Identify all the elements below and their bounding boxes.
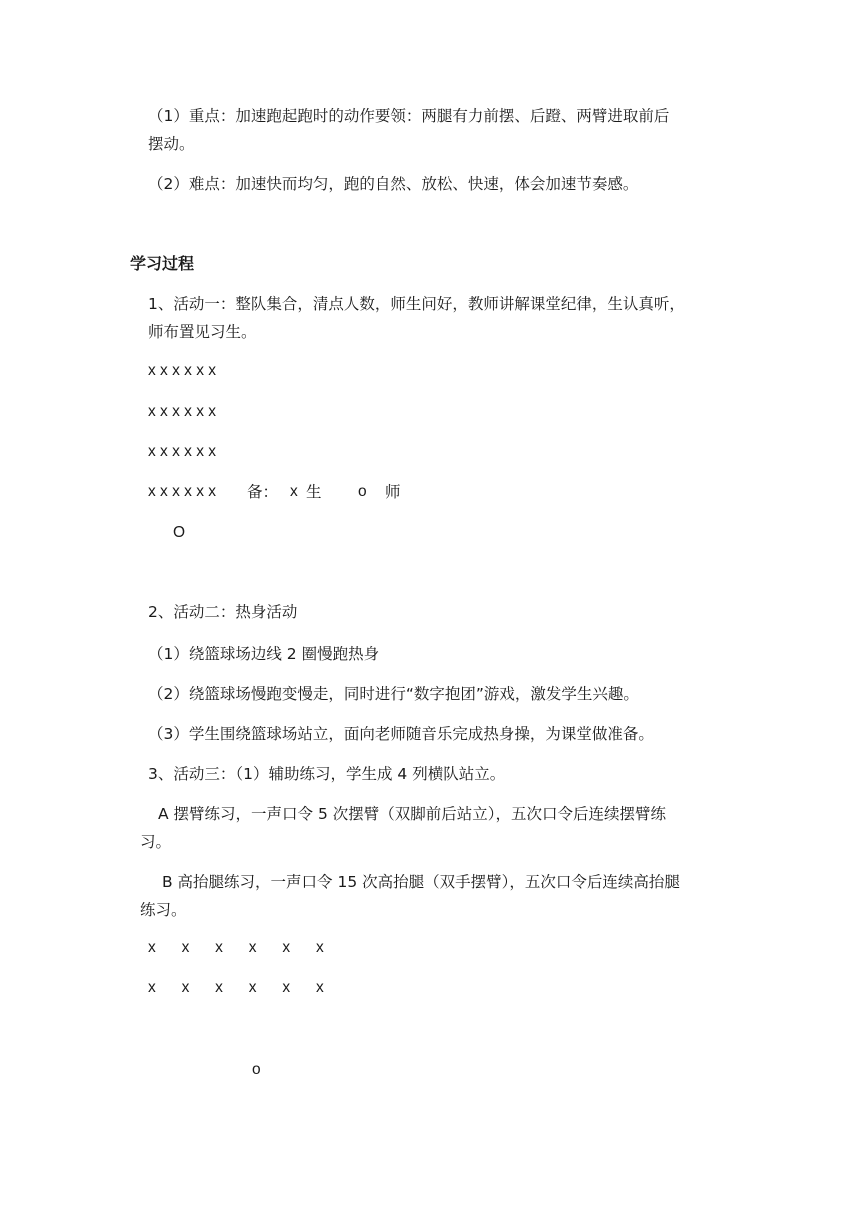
activity2-title: 2、活动二：热身活动 (148, 603, 298, 621)
activity3-b-line2: 练习。 (140, 901, 187, 919)
legend-student-label: 生 (306, 483, 322, 501)
line-formation-row-1: x x x x x x (148, 939, 324, 956)
activity2-item1: （1）绕篮球场边线 2 圈慢跑热身 (148, 645, 380, 663)
teacher-position-mark-2: o (252, 1061, 261, 1078)
legend-teacher-label: 师 (385, 483, 401, 501)
activity3-a-line2: 习。 (140, 833, 172, 851)
activity1-line1: 1、活动一：整队集合，清点人数，师生问好，教师讲解课堂纪律，生认真听， (148, 295, 685, 313)
activity2-item2: （2）绕篮球场慢跑变慢走，同时进行“数字抱团”游戏，激发学生兴趣。 (148, 685, 639, 703)
key-point-1-line1: （1）重点：加速跑起跑时的动作要领：两腿有力前摆、后蹬、两臂进取前后 (148, 107, 670, 125)
legend-note-label: 备： (247, 483, 279, 501)
formation-row-1: x x x x x x (148, 362, 217, 379)
activity1-line2: 师布置见习生。 (148, 323, 257, 341)
activity2-item3: （3）学生围绕篮球场站立，面向老师随音乐完成热身操，为课堂做准备。 (148, 725, 654, 743)
teacher-position-mark: O (173, 524, 186, 541)
legend-student-symbol: x (290, 483, 298, 500)
key-point-2: （2）难点：加速快而均匀，跑的自然、放松、快速，体会加速节奏感。 (148, 175, 639, 193)
legend-teacher-symbol: o (358, 483, 367, 500)
activity3-b-line1: B 高抬腿练习，一声口令 15 次高抬腿（双手摆臂），五次口令后连续高抬腿 (162, 873, 680, 891)
section-title: 学习过程 (130, 254, 195, 273)
formation-row-4: x x x x x x (148, 483, 217, 500)
activity3-title: 3、活动三：（1）辅助练习，学生成 4 列横队站立。 (148, 765, 506, 783)
activity3-a-line1: A 摆臂练习，一声口令 5 次摆臂（双脚前后站立），五次口令后连续摆臂练 (158, 805, 666, 823)
line-formation-row-2: x x x x x x (148, 979, 324, 996)
key-point-1-line2: 摆动。 (148, 135, 195, 153)
formation-row-2: x x x x x x (148, 403, 217, 420)
formation-row-3: x x x x x x (148, 443, 217, 460)
